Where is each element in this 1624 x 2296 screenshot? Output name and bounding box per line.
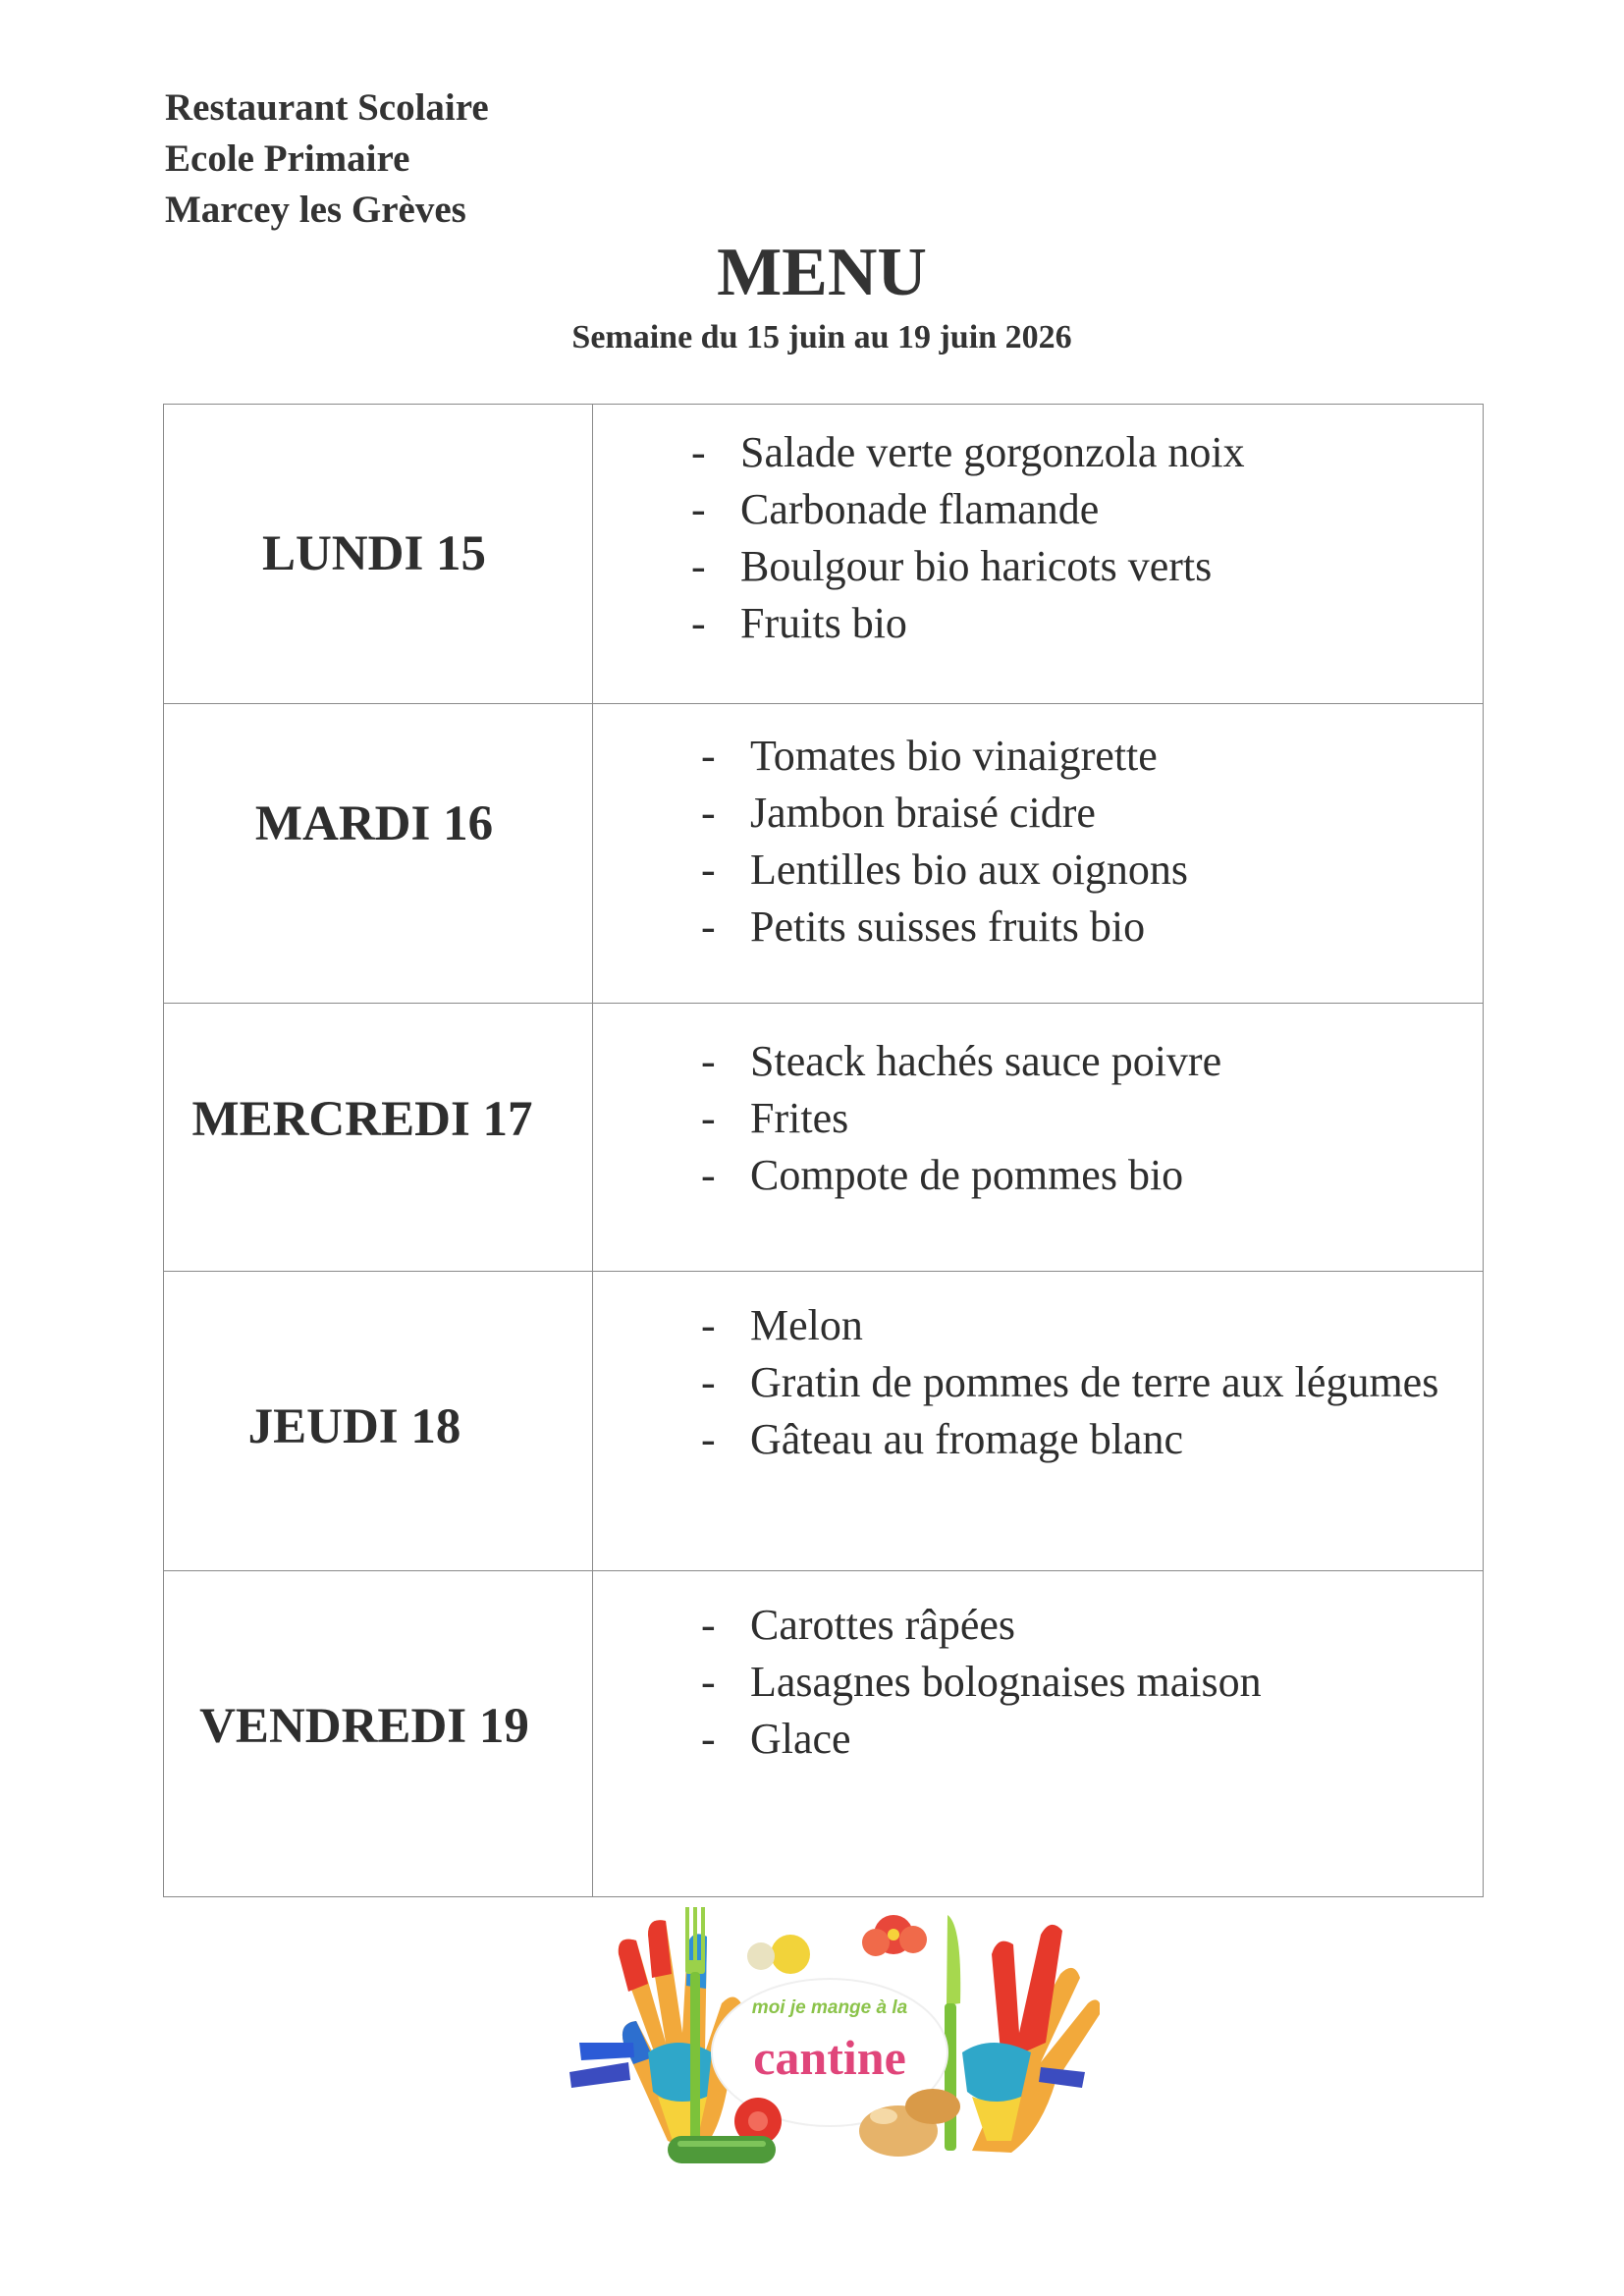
school-header — [165, 82, 489, 236]
list-item: - Tomates bio vinaigrette — [593, 728, 1483, 785]
dish-list — [593, 1033, 1483, 1204]
list-item: - Jambon braisé cidre — [593, 785, 1483, 842]
table-row — [164, 1272, 1484, 1571]
list-item: - Lasagnes bolognaises maison — [593, 1654, 1483, 1711]
list-item: - Salade verte gorgonzola noix — [593, 424, 1483, 481]
dish-list — [593, 1297, 1483, 1468]
table-row — [164, 704, 1484, 1004]
dish-list — [593, 424, 1483, 652]
list-item: - Compote de pommes bio — [593, 1147, 1483, 1204]
logo-wordmark: cantine — [753, 2030, 906, 2085]
table-row — [164, 405, 1484, 704]
dish-list — [593, 728, 1483, 956]
right-hand-icon — [962, 1925, 1100, 2153]
day-label: MERCREDI 17 — [191, 1092, 533, 1147]
day-cell — [164, 405, 593, 704]
list-item: - Boulgour bio haricots verts — [593, 538, 1483, 595]
day-cell — [164, 1272, 593, 1571]
dish-cell — [593, 1571, 1484, 1897]
header-school: Ecole Primaire — [165, 137, 410, 180]
list-item: - Carottes râpées — [593, 1597, 1483, 1654]
list-item: - Frites — [593, 1090, 1483, 1147]
day-label: JEUDI 18 — [247, 1399, 461, 1454]
list-item: - Fruits bio — [593, 595, 1483, 652]
day-cell — [164, 704, 593, 1004]
dish-cell — [593, 1272, 1484, 1571]
table-row — [164, 1571, 1484, 1897]
apple-icon — [747, 1935, 810, 1974]
list-item: - Steack hachés sauce poivre — [593, 1033, 1483, 1090]
table-row — [164, 1004, 1484, 1272]
list-item: - Petits suisses fruits bio — [593, 899, 1483, 956]
flower-icon — [862, 1915, 927, 1956]
header-town: Marcey les Grèves — [165, 189, 466, 231]
list-item: - Glace — [593, 1711, 1483, 1768]
day-label: MARDI 16 — [254, 796, 494, 851]
day-cell — [164, 1004, 593, 1272]
list-item: - Lentilles bio aux oignons — [593, 842, 1483, 899]
list-item: - Carbonade flamande — [593, 481, 1483, 538]
cantine-logo — [550, 1895, 1100, 2180]
page-title: MENU — [717, 235, 927, 310]
dish-cell — [593, 1004, 1484, 1272]
day-label: LUNDI 15 — [261, 526, 487, 581]
dish-cell — [593, 704, 1484, 1004]
menu-table — [163, 404, 1484, 1897]
zucchini-icon — [668, 2136, 776, 2163]
header-restaurant: Restaurant Scolaire — [165, 86, 489, 129]
logo-tagline: moi je mange à la — [751, 1997, 908, 2018]
list-item: - Gratin de pommes de terre aux légumes — [593, 1354, 1483, 1411]
day-cell — [164, 1571, 593, 1897]
list-item: - Gâteau au fromage blanc — [593, 1411, 1483, 1468]
list-item: - Melon — [593, 1297, 1483, 1354]
day-label: VENDREDI 19 — [199, 1698, 529, 1754]
dish-cell — [593, 405, 1484, 704]
dish-list — [593, 1597, 1483, 1768]
week-subtitle: Semaine du 15 juin au 19 juin 2026 — [571, 319, 1072, 355]
